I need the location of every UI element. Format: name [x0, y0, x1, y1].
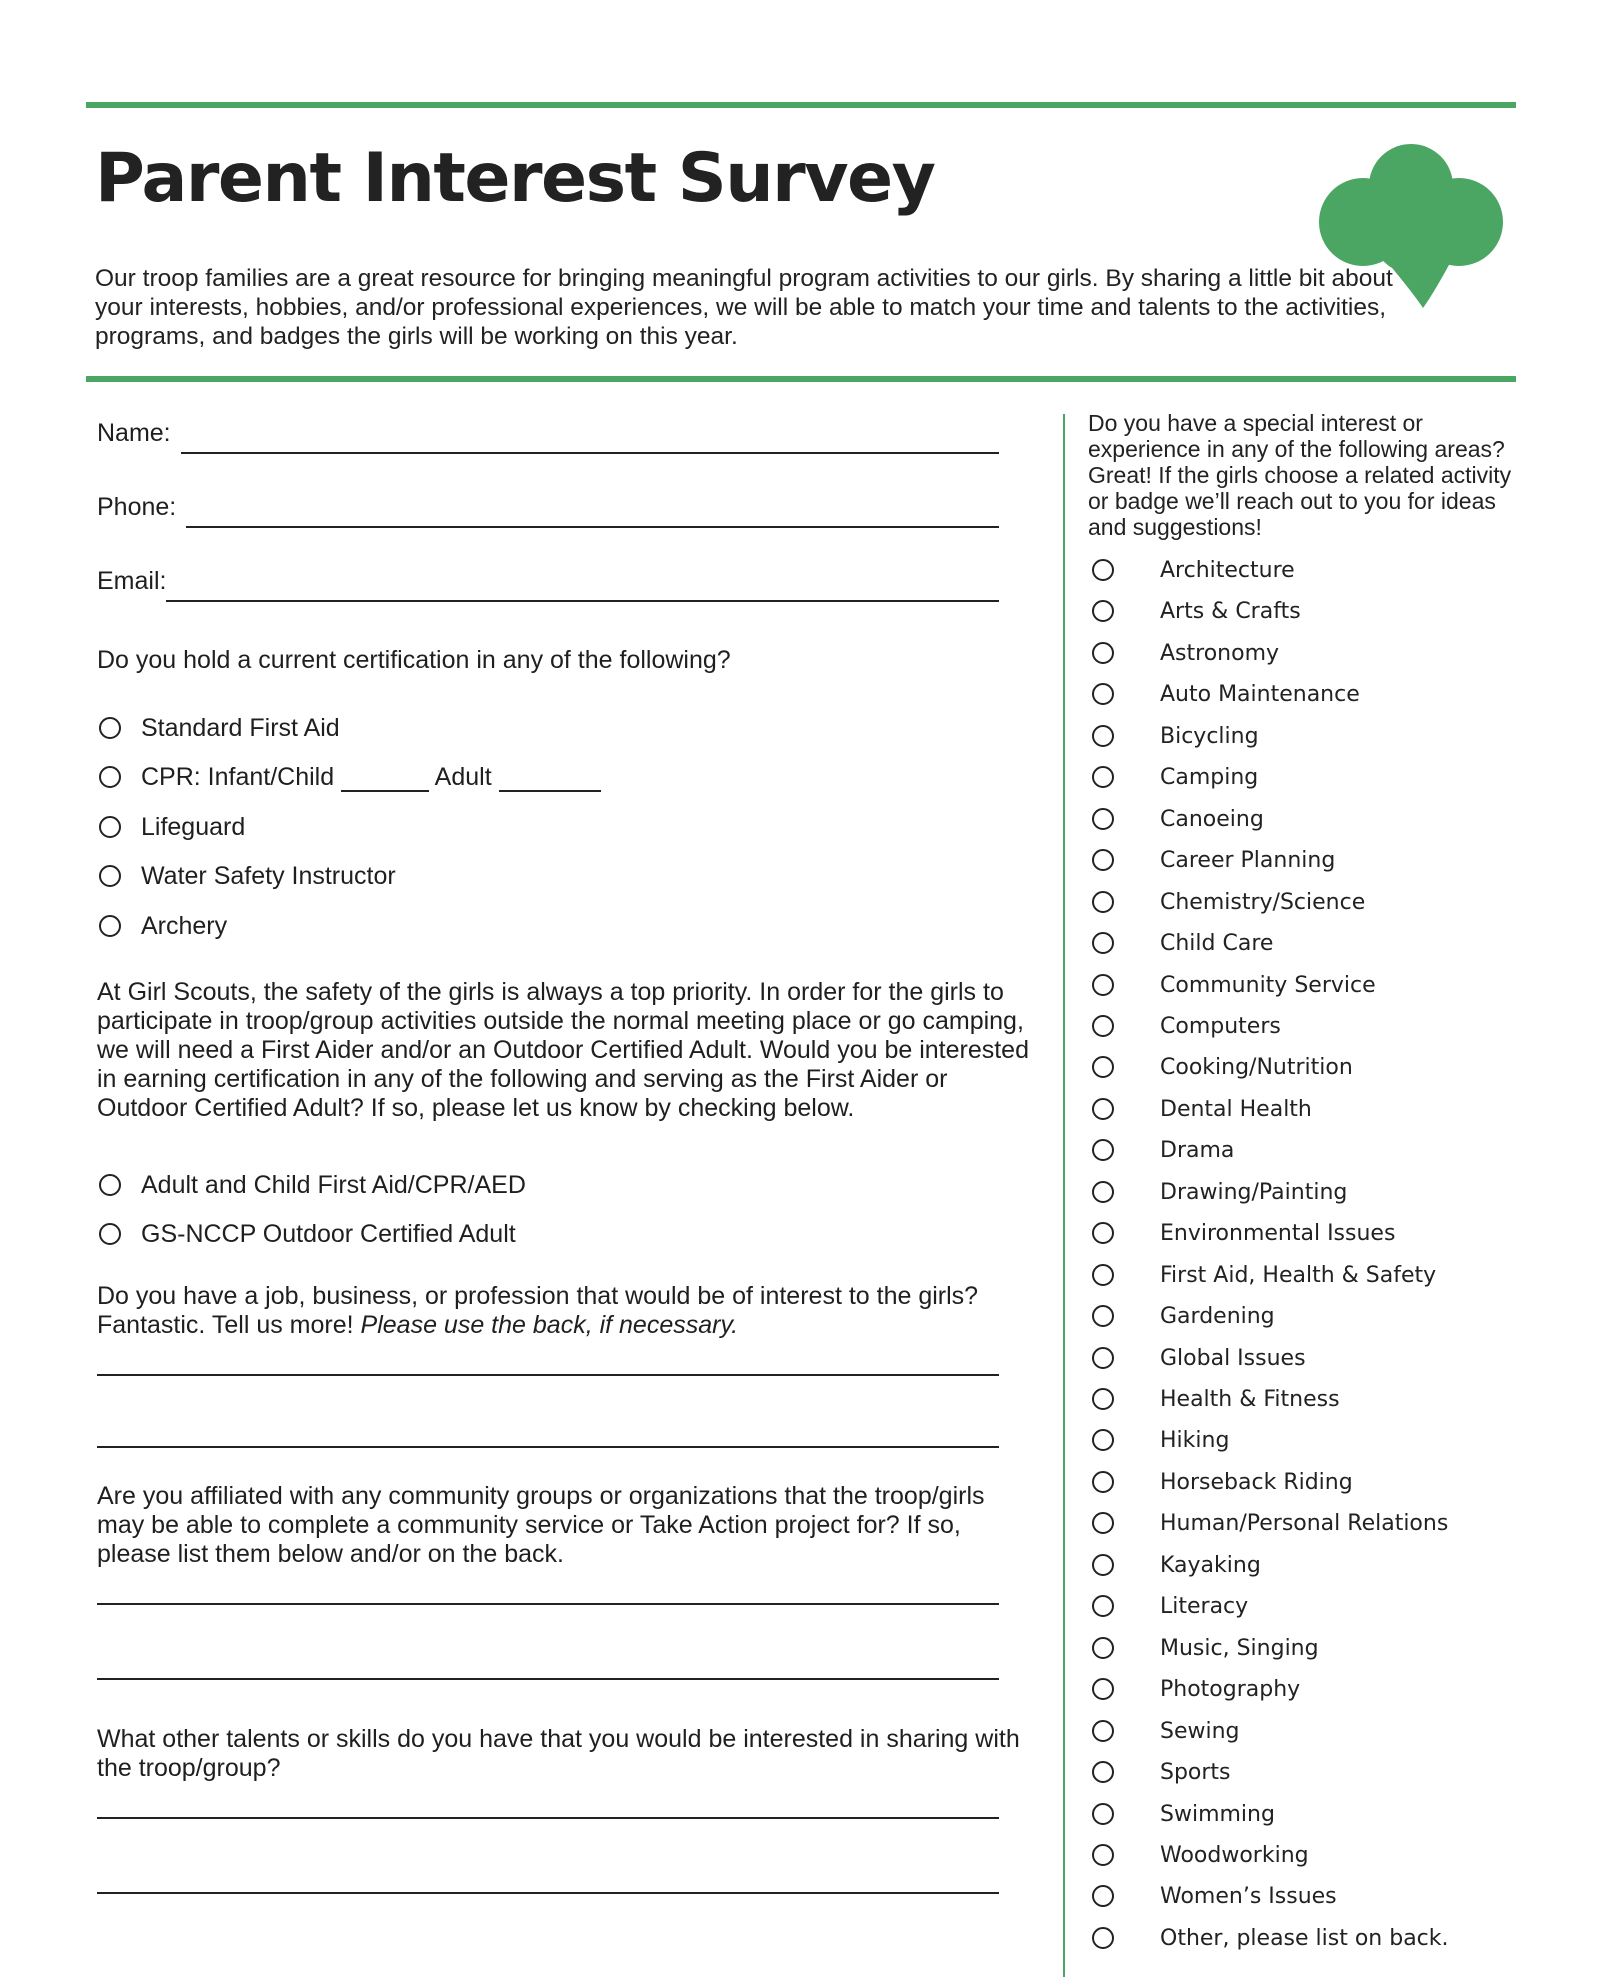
radio-circle-icon[interactable] — [1092, 1512, 1114, 1534]
talents-question: What other talents or skills do you have that you would be interested in sharing with the troop/group? — [97, 1725, 1020, 1782]
phone-field — [97, 488, 999, 528]
radio-circle-icon[interactable] — [1092, 1015, 1114, 1037]
interest-option[interactable] — [1092, 1756, 1231, 1788]
interest-option[interactable] — [1092, 1051, 1353, 1083]
job-question — [97, 1282, 1037, 1340]
radio-circle-icon[interactable] — [1092, 808, 1114, 830]
radio-circle-icon[interactable] — [99, 865, 121, 887]
radio-circle-icon[interactable] — [1092, 1471, 1114, 1493]
cpr-adult-blank[interactable] — [499, 766, 601, 792]
radio-circle-icon[interactable] — [1092, 974, 1114, 996]
interest-label: Photography — [1160, 1676, 1301, 1702]
radio-circle-icon[interactable] — [1092, 1056, 1114, 1078]
interest-label: First Aid, Health & Safety — [1160, 1262, 1437, 1288]
interest-option[interactable] — [1092, 1549, 1261, 1581]
interest-option[interactable] — [1092, 1715, 1240, 1747]
radio-circle-icon[interactable] — [1092, 725, 1114, 747]
interest-option[interactable] — [1092, 1093, 1312, 1125]
interest-option[interactable] — [1092, 761, 1258, 793]
interest-option[interactable] — [1092, 927, 1273, 959]
radio-circle-icon[interactable] — [1092, 642, 1114, 664]
interest-label: Human/Personal Relations — [1160, 1510, 1449, 1536]
option-label — [141, 763, 601, 792]
radio-circle-icon[interactable] — [1092, 1098, 1114, 1120]
talents-answer-line[interactable] — [97, 1892, 999, 1894]
interest-option[interactable] — [1092, 1217, 1395, 1249]
interest-label: Sports — [1160, 1759, 1231, 1785]
safety-option-first-aid[interactable] — [99, 1168, 526, 1202]
interest-option[interactable] — [1092, 1300, 1275, 1332]
community-question: Are you affiliated with any community groups or organizations that the troop/girls may be able to complete a community service or Take Action project for? If so, please list them below and/or on the back. — [97, 1482, 985, 1568]
interest-label: Swimming — [1160, 1801, 1275, 1827]
radio-circle-icon[interactable] — [1092, 849, 1114, 871]
interest-option[interactable] — [1092, 595, 1301, 627]
top-divider — [86, 102, 1516, 108]
radio-circle-icon[interactable] — [1092, 1181, 1114, 1203]
interest-option[interactable] — [1092, 886, 1365, 918]
safety-option-outdoor[interactable] — [99, 1217, 516, 1251]
interest-label: Global Issues — [1160, 1345, 1306, 1371]
interests-intro: Do you have a special interest or experience in any of the following areas? Great! If the girls choose a related activity or badge we’ll reach out to you for ideas and suggestions! — [1088, 410, 1512, 540]
option-label: GS-NCCP Outdoor Certified Adult — [141, 1219, 516, 1248]
radio-circle-icon[interactable] — [1092, 932, 1114, 954]
interest-label: Women’s Issues — [1160, 1883, 1337, 1909]
interest-label: Architecture — [1160, 557, 1295, 583]
interest-label: Health & Fitness — [1160, 1386, 1340, 1412]
interest-label: Cooking/Nutrition — [1160, 1054, 1353, 1080]
email-label: Email: — [97, 567, 167, 595]
radio-circle-icon[interactable] — [1092, 1844, 1114, 1866]
interest-option[interactable] — [1092, 803, 1264, 835]
interest-label: Canoeing — [1160, 806, 1264, 832]
interest-label: Environmental Issues — [1160, 1220, 1396, 1246]
interest-option[interactable] — [1092, 1466, 1353, 1498]
interest-label: Literacy — [1160, 1593, 1249, 1619]
interest-option[interactable] — [1092, 1880, 1337, 1912]
radio-circle-icon[interactable] — [1092, 1222, 1114, 1244]
radio-circle-icon[interactable] — [1092, 600, 1114, 622]
radio-circle-icon[interactable] — [1092, 1720, 1114, 1742]
phone-input[interactable] — [186, 492, 999, 528]
option-label: Archery — [141, 911, 228, 940]
job-answer-line[interactable] — [97, 1446, 999, 1448]
interest-option[interactable] — [1092, 1010, 1281, 1042]
interest-label: Sewing — [1160, 1718, 1240, 1744]
option-label: Adult and Child First Aid/CPR/AED — [141, 1170, 526, 1199]
radio-circle-icon[interactable] — [1092, 1305, 1114, 1327]
radio-circle-icon[interactable] — [99, 1174, 121, 1196]
phone-label: Phone: — [97, 493, 177, 521]
radio-circle-icon[interactable] — [1092, 1264, 1114, 1286]
interest-label: Woodworking — [1160, 1842, 1309, 1868]
cert-option-first-aid[interactable] — [99, 711, 340, 745]
job-answer-line[interactable] — [97, 1374, 999, 1376]
interest-label: Hiking — [1160, 1427, 1230, 1453]
page-title: Parent Interest Survey — [95, 139, 935, 218]
safety-paragraph: At Girl Scouts, the safety of the girls is always a top priority. In order for the girls to participate in troop/group activities outside the normal meeting place or go camping, we will need a First Aider and/or an Outdoor Certified Adult. Would you be interested in earning certification in any of the following and serving as the First Aider or Outdoor Certified Adult? If so, please let us know by checking below. — [97, 978, 1029, 1122]
interest-label: Drama — [1160, 1137, 1235, 1163]
job-question-text: Do you have a job, business, or profession that would be of interest to the girls? Fantastic. Tell us more! — [97, 1282, 979, 1339]
option-label: Standard First Aid — [141, 713, 340, 742]
interest-option[interactable] — [1092, 1424, 1229, 1456]
radio-circle-icon[interactable] — [99, 766, 121, 788]
cert-option-lifeguard[interactable] — [99, 810, 245, 844]
interest-option[interactable] — [1092, 1342, 1306, 1374]
radio-circle-icon[interactable] — [1092, 891, 1114, 913]
certification-question: Do you hold a current certification in any of the following? — [97, 646, 731, 674]
interest-label: Arts & Crafts — [1160, 598, 1301, 624]
radio-circle-icon[interactable] — [1092, 1678, 1114, 1700]
interest-option[interactable] — [1092, 1922, 1449, 1954]
interest-label: Other, please list on back. — [1160, 1925, 1449, 1951]
interest-label: Horseback Riding — [1160, 1469, 1353, 1495]
name-label: Name: — [97, 419, 171, 447]
interest-option[interactable] — [1092, 1673, 1300, 1705]
radio-circle-icon[interactable] — [1092, 766, 1114, 788]
interest-label: Career Planning — [1160, 847, 1336, 873]
radio-circle-icon[interactable] — [1092, 683, 1114, 705]
radio-circle-icon[interactable] — [1092, 1761, 1114, 1783]
interest-option[interactable] — [1092, 1176, 1347, 1208]
option-label: Water Safety Instructor — [141, 861, 396, 890]
interest-label: Kayaking — [1160, 1552, 1261, 1578]
community-answer-line[interactable] — [97, 1603, 999, 1605]
radio-circle-icon[interactable] — [99, 816, 121, 838]
radio-circle-icon[interactable] — [1092, 1347, 1114, 1369]
radio-circle-icon[interactable] — [99, 915, 121, 937]
option-label: Lifeguard — [141, 812, 246, 841]
cpr-adult-label: Adult — [434, 762, 492, 791]
interest-option[interactable] — [1092, 1259, 1436, 1291]
cpr-infant-blank[interactable] — [341, 766, 429, 792]
interest-option[interactable] — [1092, 1383, 1340, 1415]
interest-label: Gardening — [1160, 1303, 1275, 1329]
radio-circle-icon[interactable] — [99, 1223, 121, 1245]
interest-label: Bicycling — [1160, 723, 1259, 749]
cert-option-water-safety[interactable] — [99, 859, 396, 893]
radio-circle-icon[interactable] — [1092, 1885, 1114, 1907]
interest-option[interactable] — [1092, 1798, 1275, 1830]
interest-label: Music, Singing — [1160, 1635, 1319, 1661]
job-question-note: Please use the back, if necessary. — [360, 1311, 739, 1339]
interest-option[interactable] — [1092, 1632, 1319, 1664]
radio-circle-icon[interactable] — [1092, 1637, 1114, 1659]
interest-label: Chemistry/Science — [1160, 889, 1366, 915]
interest-option[interactable] — [1092, 1134, 1234, 1166]
radio-circle-icon[interactable] — [1092, 1927, 1114, 1949]
radio-circle-icon[interactable] — [1092, 1429, 1114, 1451]
intro-text: Our troop families are a great resource for bringing meaningful program activities to our girls. By sharing a little bit about your interests, hobbies, and/or professional experiences, we will be able to match your time and talents to the activities, programs, and badges the girls will be working on this year. — [95, 265, 1393, 350]
interest-option[interactable] — [1092, 637, 1279, 669]
interest-option[interactable] — [1092, 1590, 1248, 1622]
cpr-infant-label: CPR: Infant/Child — [141, 762, 335, 791]
radio-circle-icon[interactable] — [99, 717, 121, 739]
section-divider — [86, 376, 1516, 382]
column-divider — [1063, 414, 1065, 1977]
interest-label: Computers — [1160, 1013, 1281, 1039]
interest-option[interactable] — [1092, 1839, 1309, 1871]
interest-label: Child Care — [1160, 930, 1274, 956]
interest-label: Community Service — [1160, 972, 1376, 998]
interest-label: Camping — [1160, 764, 1259, 790]
name-field — [97, 414, 999, 454]
email-input[interactable] — [166, 566, 999, 602]
interest-option[interactable] — [1092, 844, 1335, 876]
cert-option-archery[interactable] — [99, 909, 227, 943]
radio-circle-icon[interactable] — [1092, 1139, 1114, 1161]
interest-option[interactable] — [1092, 969, 1376, 1001]
name-input[interactable] — [181, 418, 999, 454]
interest-option[interactable] — [1092, 1507, 1448, 1539]
radio-circle-icon[interactable] — [1092, 1388, 1114, 1410]
radio-circle-icon[interactable] — [1092, 1595, 1114, 1617]
radio-circle-icon[interactable] — [1092, 559, 1114, 581]
email-field — [97, 562, 999, 602]
radio-circle-icon[interactable] — [1092, 1803, 1114, 1825]
interest-option[interactable] — [1092, 720, 1259, 752]
interest-label: Dental Health — [1160, 1096, 1312, 1122]
interest-label: Drawing/Painting — [1160, 1179, 1348, 1205]
interest-label: Auto Maintenance — [1160, 681, 1360, 707]
radio-circle-icon[interactable] — [1092, 1554, 1114, 1576]
interest-option[interactable] — [1092, 678, 1360, 710]
community-answer-line[interactable] — [97, 1678, 999, 1680]
cert-option-cpr[interactable] — [99, 760, 601, 794]
interest-option[interactable] — [1092, 554, 1295, 586]
interest-label: Astronomy — [1160, 640, 1280, 666]
talents-answer-line[interactable] — [97, 1817, 999, 1819]
